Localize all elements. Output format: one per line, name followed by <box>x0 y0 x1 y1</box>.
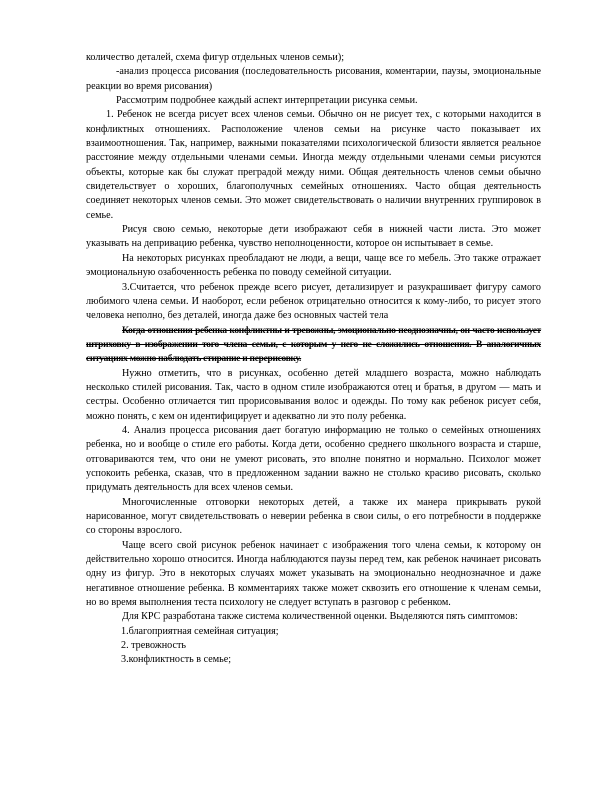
text-paragraph: 1. Ребенок не всегда рисует всех членов семьи. Обычно он не рисует тех, с которыми находится в конфликтных отношениях. Расположение членов семьи на рисунке часто показывает их взаимоотношения. Так, например, важными показателями психологической близости является реальное расстояние между отдельными членами семьи. Иногда между отдельными членами семьи рисуются объекты, которые как бы служат преградой между ними. Общая деятельность членов семьи обычно свидетельствует о хороших, благополучных семейных отношениях. Часто общая деятельность соединяет некоторых членов семьи. Это может свидетельствовать о наличии внутренних группировок в семье. <box>86 109 541 221</box>
text-line: количество деталей, схема фигур отдельных членов семьи); <box>86 52 345 63</box>
text-paragraph: -анализ процесса рисования (последовательность рисования, коментарии, паузы, эмоциональные реакции во время рисования) <box>86 66 541 92</box>
text-paragraph: На некоторых рисунках преобладают не люди, а вещи, чаще все го мебель. Это также отражает эмоциональную озабоченность ребенка по поводу семейной ситуации. <box>86 252 541 279</box>
text-paragraph: 4. Анализ процесса рисования дает богатую информацию не только о семейных отношениях ребенка, но и вообще о стиле его работы. Когда дети, особенно среднего школьного возраста и старше, отговариваются тем, что они не умеют рисовать, это вполне понятно и нормально. Психолог может успокоить ребенка, сказав, что в предложенном задании важно не столько красиво рисовать, сколько придумать деятельность для всех членов семьи. <box>86 424 541 494</box>
struck-paragraph: Когда отношения ребенка конфликтны и тревожны, эмоционально неоднозначны, он часто использует штриховку в изображении того члена семьи, с которым у него не сложились отношения. В аналогичных ситуациях можно наблюдать стирание и перерисовку. <box>86 325 541 365</box>
text-paragraph: Нужно отметить, что в рисунках, особенно детей младшего возраста, можно наблюдать несколько стилей рисования. Так, часто в одном стиле изображаются отец и братья, в другом — мать и сестры. Особенно отличается тип прорисовывания волос и одежды. По тому как ребенок рисует себя, можно понять, с кем он идентифицирует и адекватно ли это полу ребенка. <box>86 367 541 422</box>
list-item: 2. тревожность <box>121 640 187 652</box>
text-paragraph: Для КРС разработана также система количественной оценки. Выделяются пять симптомов: <box>122 611 518 623</box>
text-paragraph: 3.Считается, что ребенок прежде всего рисует, детализирует и разукрашивает фигуру самого любимого члена семьи. И наоборот, если ребенок отрицательно относится к кому-либо, то рисует этого человека неполно, без деталей, иногда даже без основных частей тела <box>86 281 541 322</box>
text-paragraph: Рассмотрим подробнее каждый аспект интерпретации рисунка семьи. <box>116 95 418 107</box>
list-item: 1.благоприятная семейная ситуация; <box>121 625 279 637</box>
document-body <box>86 51 541 668</box>
list-item: 3.конфликтность в семье; <box>121 654 232 666</box>
text-paragraph: Рисуя свою семью, некоторые дети изображают себя в нижней части листа. Это может указывать на депривацию ребенка, чувство неполноценности, которое он испытывает в семье. <box>86 224 541 250</box>
text-paragraph: Многочисленные отговорки некоторых детей, а также их манера прикрывать рукой нарисованное, могут свидетельствовать о неверии ребенка в свои силы, о его потребности в поддержке со стороны взрослого. <box>86 496 541 537</box>
text-paragraph: Чаще всего свой рисунок ребенок начинает с изображения того члена семьи, к которому он действительно хорошо относится. Иногда наблюдаются паузы перед тем, как ребенок начинает рисовать одну из фигур. Это в некоторых случаях может указывать на эмоционально неоднозначное и даже негативное отношение ребенка. В комментариях также может сквозить его отношение к членам семьи, но во время выполнения теста психологу не следует вступать в разговор с ребенком. <box>86 539 541 609</box>
